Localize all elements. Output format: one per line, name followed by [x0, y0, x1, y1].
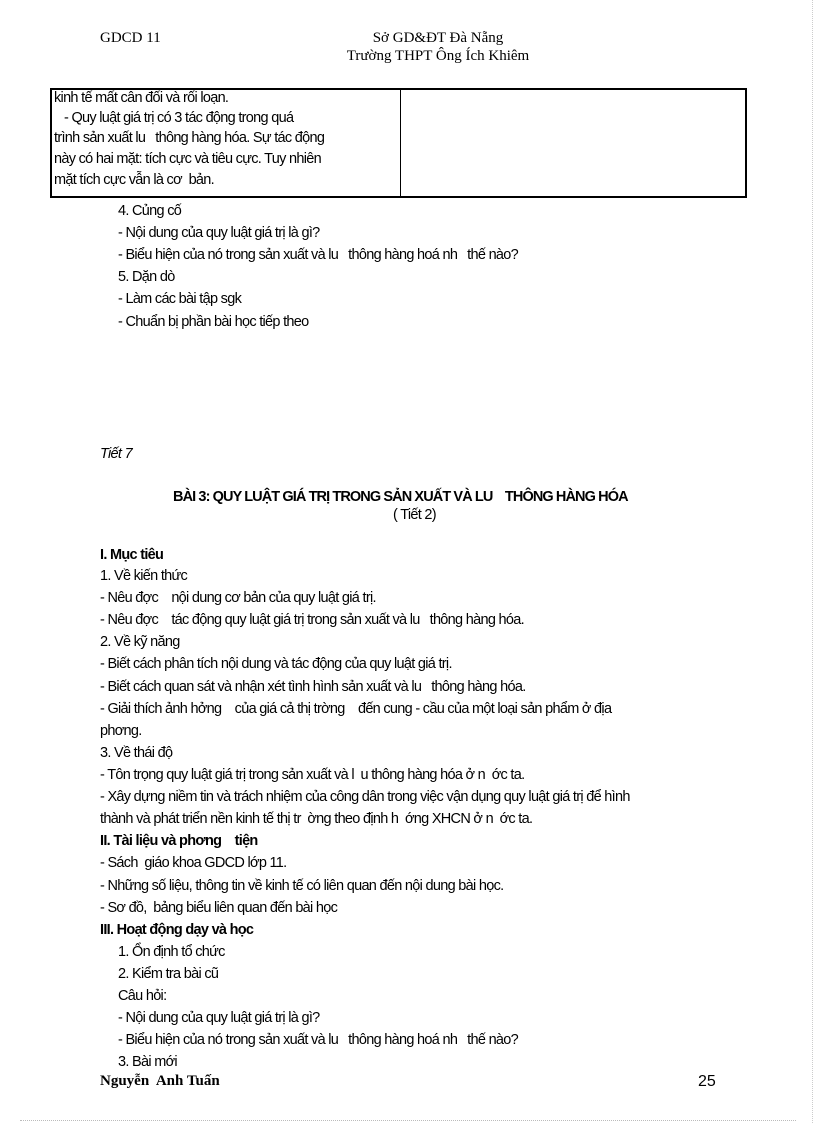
- page-bottom-border: [20, 1120, 796, 1121]
- activities-line: 3. Bài mới: [118, 1054, 177, 1070]
- materials-line: - Sơ đồ, bảng biểu liên quan đến bài học: [100, 900, 338, 916]
- lesson-subtitle: ( Tiết 2): [393, 507, 436, 523]
- header-school: [0, 48, 816, 65]
- homework-line: - Chuẩn bị phần bài học tiếp theo: [118, 314, 309, 330]
- footer-page-number: 25: [698, 1073, 716, 1090]
- section-activities-heading: III. Hoạt động dạy và học: [100, 922, 254, 938]
- homework-line: - Làm các bài tập sgk: [118, 291, 242, 307]
- objectives-line: - Nêu đợc tác động quy luật giá trị trong sản xuất và lu thông hàng hóa.: [100, 612, 524, 628]
- objectives-line: - Giải thích ảnh hởng của giá cả thị trờng đến cung - cầu của một loại sản phẩm ở địa: [100, 701, 612, 717]
- activities-line: - Biểu hiện của nó trong sản xuất và lu thông hàng hoá nh thế nào?: [118, 1032, 519, 1048]
- section-objectives-heading: I. Mục tiêu: [100, 547, 164, 563]
- objectives-line: phơng.: [100, 723, 142, 739]
- activities-line: 2. Kiểm tra bài cũ: [118, 966, 219, 982]
- review-heading: 4. Củng cố: [118, 203, 182, 219]
- section-materials-heading: II. Tài liệu và phơng tiện: [100, 833, 258, 849]
- footer-author: Nguyễn Anh Tuấn: [100, 1073, 220, 1089]
- objectives-line: thành và phát triển nền kinh tế thị tr ờng theo định h ớng XHCN ở n ớc ta.: [100, 811, 533, 827]
- table-cell-line: - Quy luật giá trị có 3 tác động trong quá: [54, 110, 294, 126]
- objectives-line: 2. Về kỹ năng: [100, 634, 180, 650]
- table-cell-line: mặt tích cực vẫn là cơ bản.: [54, 172, 214, 188]
- objectives-line: 1. Về kiến thức: [100, 568, 188, 584]
- objectives-line: - Tôn trọng quy luật giá trị trong sản xuất và l u thông hàng hóa ở n ớc ta.: [100, 767, 525, 783]
- materials-line: - Sách giáo khoa GDCD lớp 11.: [100, 855, 287, 871]
- materials-line: - Những số liệu, thông tin về kinh tế có liên quan đến nội dung bài học.: [100, 878, 504, 894]
- review-line: - Nội dung của quy luật giá trị là gì?: [118, 225, 320, 241]
- review-line: - Biểu hiện của nó trong sản xuất và lu thông hàng hoá nh thế nào?: [118, 247, 519, 263]
- objectives-line: - Xây dựng niềm tin và trách nhiệm của công dân trong việc vận dụng quy luật giá trị để hình: [100, 789, 630, 805]
- activities-line: 1. Ổn định tổ chức: [118, 944, 225, 960]
- lesson-title: BÀI 3: QUY LUẬT GIÁ TRỊ TRONG SẢN XUẤT VÀ LU THÔNG HÀNG HÓA: [173, 489, 628, 505]
- activities-line: Câu hỏi:: [118, 988, 167, 1004]
- header-department-text: Sở GD&ĐT Đà Nẵng: [372, 30, 504, 46]
- content-table: [50, 88, 747, 198]
- page-right-border: [812, 0, 813, 1123]
- header-department: [0, 30, 816, 47]
- table-cell-line: kinh tế mất cân đối và rối loạn.: [54, 90, 229, 106]
- activities-line: - Nội dung của quy luật giá trị là gì?: [118, 1010, 320, 1026]
- table-cell-line: trình sản xuất lu thông hàng hóa. Sự tác động: [54, 130, 325, 146]
- table-cell-line: này có hai mặt: tích cực và tiêu cực. Tuy nhiên: [54, 151, 321, 167]
- objectives-line: 3. Về thái độ: [100, 745, 173, 761]
- table-column-divider: [400, 90, 401, 196]
- homework-heading: 5. Dặn dò: [118, 269, 175, 285]
- header-school-text: Trường THPT Ông Ích Khiêm: [346, 48, 530, 64]
- objectives-line: - Biết cách quan sát và nhận xét tình hình sản xuất và lu thông hàng hóa.: [100, 679, 526, 695]
- period-label: Tiết 7: [100, 446, 132, 462]
- header-subject: GDCD 11: [100, 30, 161, 46]
- objectives-line: - Biết cách phân tích nội dung và tác động của quy luật giá trị.: [100, 656, 452, 672]
- objectives-line: - Nêu đợc nội dung cơ bản của quy luật giá trị.: [100, 590, 376, 606]
